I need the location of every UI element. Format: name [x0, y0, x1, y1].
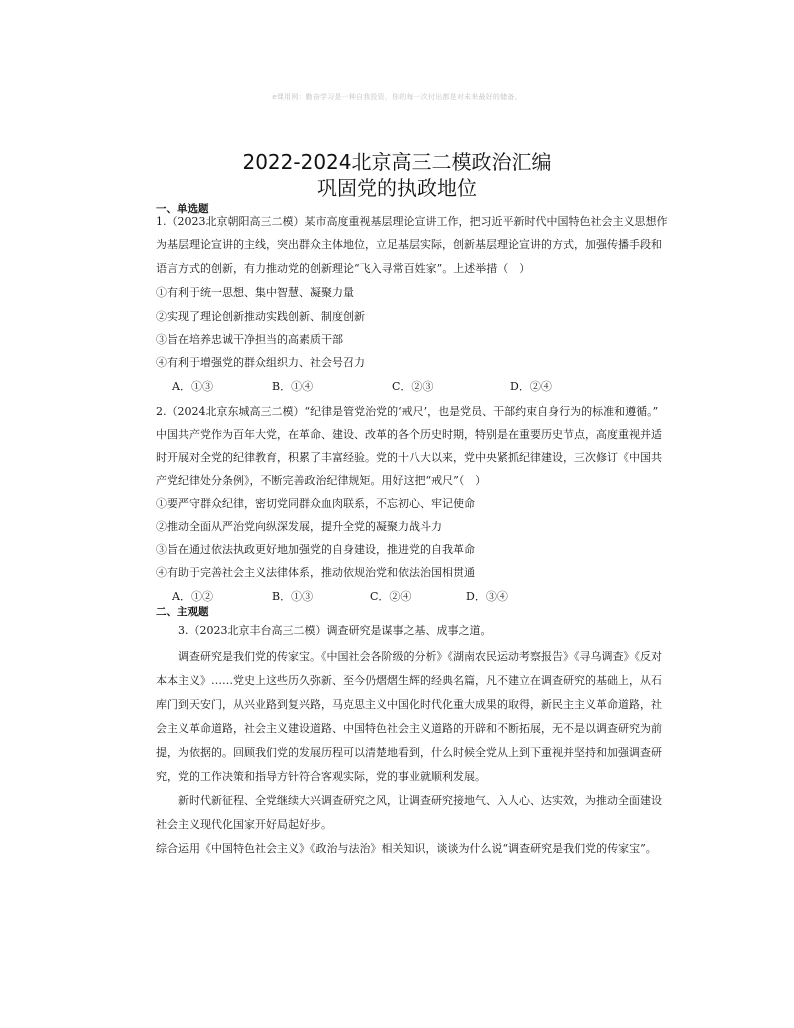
- question-2-statement-3: ③旨在通过依法执政更好地加强党的自身建设，推进党的自我革命: [156, 543, 475, 556]
- question-2-statement-1: ①要严守群众纪律，密切党同群众血肉联系，不忘初心、牢记使命: [156, 497, 475, 510]
- question-2-option-a: A．①②: [172, 590, 213, 603]
- question-1-option-c: C．②③: [392, 380, 434, 393]
- question-2-line-2: 中国共产党作为百年大党，在革命、建设、改革的各个历史时期，特别是在重要历史节点，高度重视并适: [156, 428, 662, 441]
- question-3-para-1-line-5: 提，为依据的。回顾我们党的发展历程可以清楚地看到，什么时候全党从上到下重视并坚持和加强调查研: [156, 746, 662, 759]
- question-1-line-3: 语言方式的创新，有力推动党的创新理论“飞入寻常百姓家”。上述举措（ ）: [156, 262, 531, 275]
- question-1-statement-1: ①有利于统一思想、集中智慧、凝聚力量: [156, 286, 354, 299]
- question-1-statement-4: ④有利于增强党的群众组织力、社会号召力: [156, 356, 365, 369]
- watermark-text: e课用网：勤奋学习是一种自我投资，你的每一次付出都是对未来最好的储备。: [272, 93, 522, 101]
- question-3-para-1-line-3: 库门到天安门，从兴业路到复兴路，马克思主义中国化时代化重大成果的取得，新民主主义革命道路，社: [156, 698, 662, 711]
- question-2-line-1: 2.（2024北京东城高三二模）“纪律是管党治党的‘戒尺’，也是党员、干部约束自身行为的标准和遵循。”: [156, 405, 659, 418]
- question-2-option-d: D．③④: [466, 590, 508, 603]
- question-1-statement-2: ②实现了理论创新推动实践创新、制度创新: [156, 310, 365, 323]
- document-title: 2022-2024北京高三二模政治汇编: [242, 150, 552, 174]
- question-1-line-2: 为基层理论宣讲的主线，突出群众主体地位，立足基层实际，创新基层理论宣讲的方式，加强传播手段和: [156, 238, 662, 251]
- question-2-statement-4: ④有助于完善社会主义法律体系，推动依规治党和依法治国相贯通: [156, 566, 475, 579]
- question-3-prompt: 综合运用《中国特色社会主义》《政治与法治》相关知识，谈谈为什么说“调查研究是我们党的传家宝”。: [156, 842, 657, 855]
- question-1-line-1: 1.（2023北京朝阳高三二模）某市高度重视基层理论宣讲工作，把习近平新时代中国特色社会主义思想作: [156, 215, 668, 228]
- document-subtitle: 巩固党的执政地位: [317, 176, 477, 200]
- question-2-option-b: B．①③: [272, 590, 314, 603]
- question-1-option-a: A．①③: [172, 380, 213, 393]
- question-3-header: 3.（2023北京丰台高三二模）调查研究是谋事之基、成事之道。: [178, 624, 492, 637]
- question-2-line-3: 时开展对全党的纪律教育，积累了丰富经验。党的十八大以来，党中央紧抓纪律建设，三次修订《中国共: [156, 451, 662, 464]
- question-1-statement-3: ③旨在培养忠诚干净担当的高素质干部: [156, 333, 343, 346]
- question-3-para-2-line-1: 新时代新征程、全党继续大兴调查研究之风，让调查研究接地气、入人心、达实效，为推动全面建设: [178, 794, 662, 807]
- question-1-option-d: D．②④: [510, 380, 552, 393]
- question-1-option-b: B．①④: [272, 380, 314, 393]
- section-heading-subjective: 二、主观题: [156, 606, 209, 618]
- question-3-para-1-line-1: 调查研究是我们党的传家宝。《中国社会各阶级的分析》《湖南农民运动考察报告》《寻乌调查》《反对: [178, 650, 662, 663]
- question-2-option-c: C．②④: [370, 590, 412, 603]
- question-2-statement-2: ②推动全面从严治党向纵深发展，提升全党的凝聚力战斗力: [156, 520, 442, 533]
- section-heading-single-choice: 一、单选题: [156, 203, 209, 215]
- question-3-para-1-line-2: 本本主义》……党史上这些历久弥新、至今仍熠熠生辉的经典名篇，凡不建立在调查研究的基础上，从石: [156, 674, 662, 687]
- question-3-para-1-line-4: 会主义革命道路，社会主义建设道路、中国特色社会主义道路的开辟和不断拓展，无不是以调查研究为前: [156, 722, 662, 735]
- question-3-para-1-line-6: 究，党的工作决策和指导方针符合客观实际，党的事业就顺利发展。: [156, 770, 486, 783]
- question-2-line-4: 产党纪律处分条例》，不断完善政治纪律规矩。用好这把“戒尺”（ ）: [156, 474, 487, 487]
- question-3-para-2-line-2: 社会主义现代化国家开好局起好步。: [156, 818, 332, 831]
